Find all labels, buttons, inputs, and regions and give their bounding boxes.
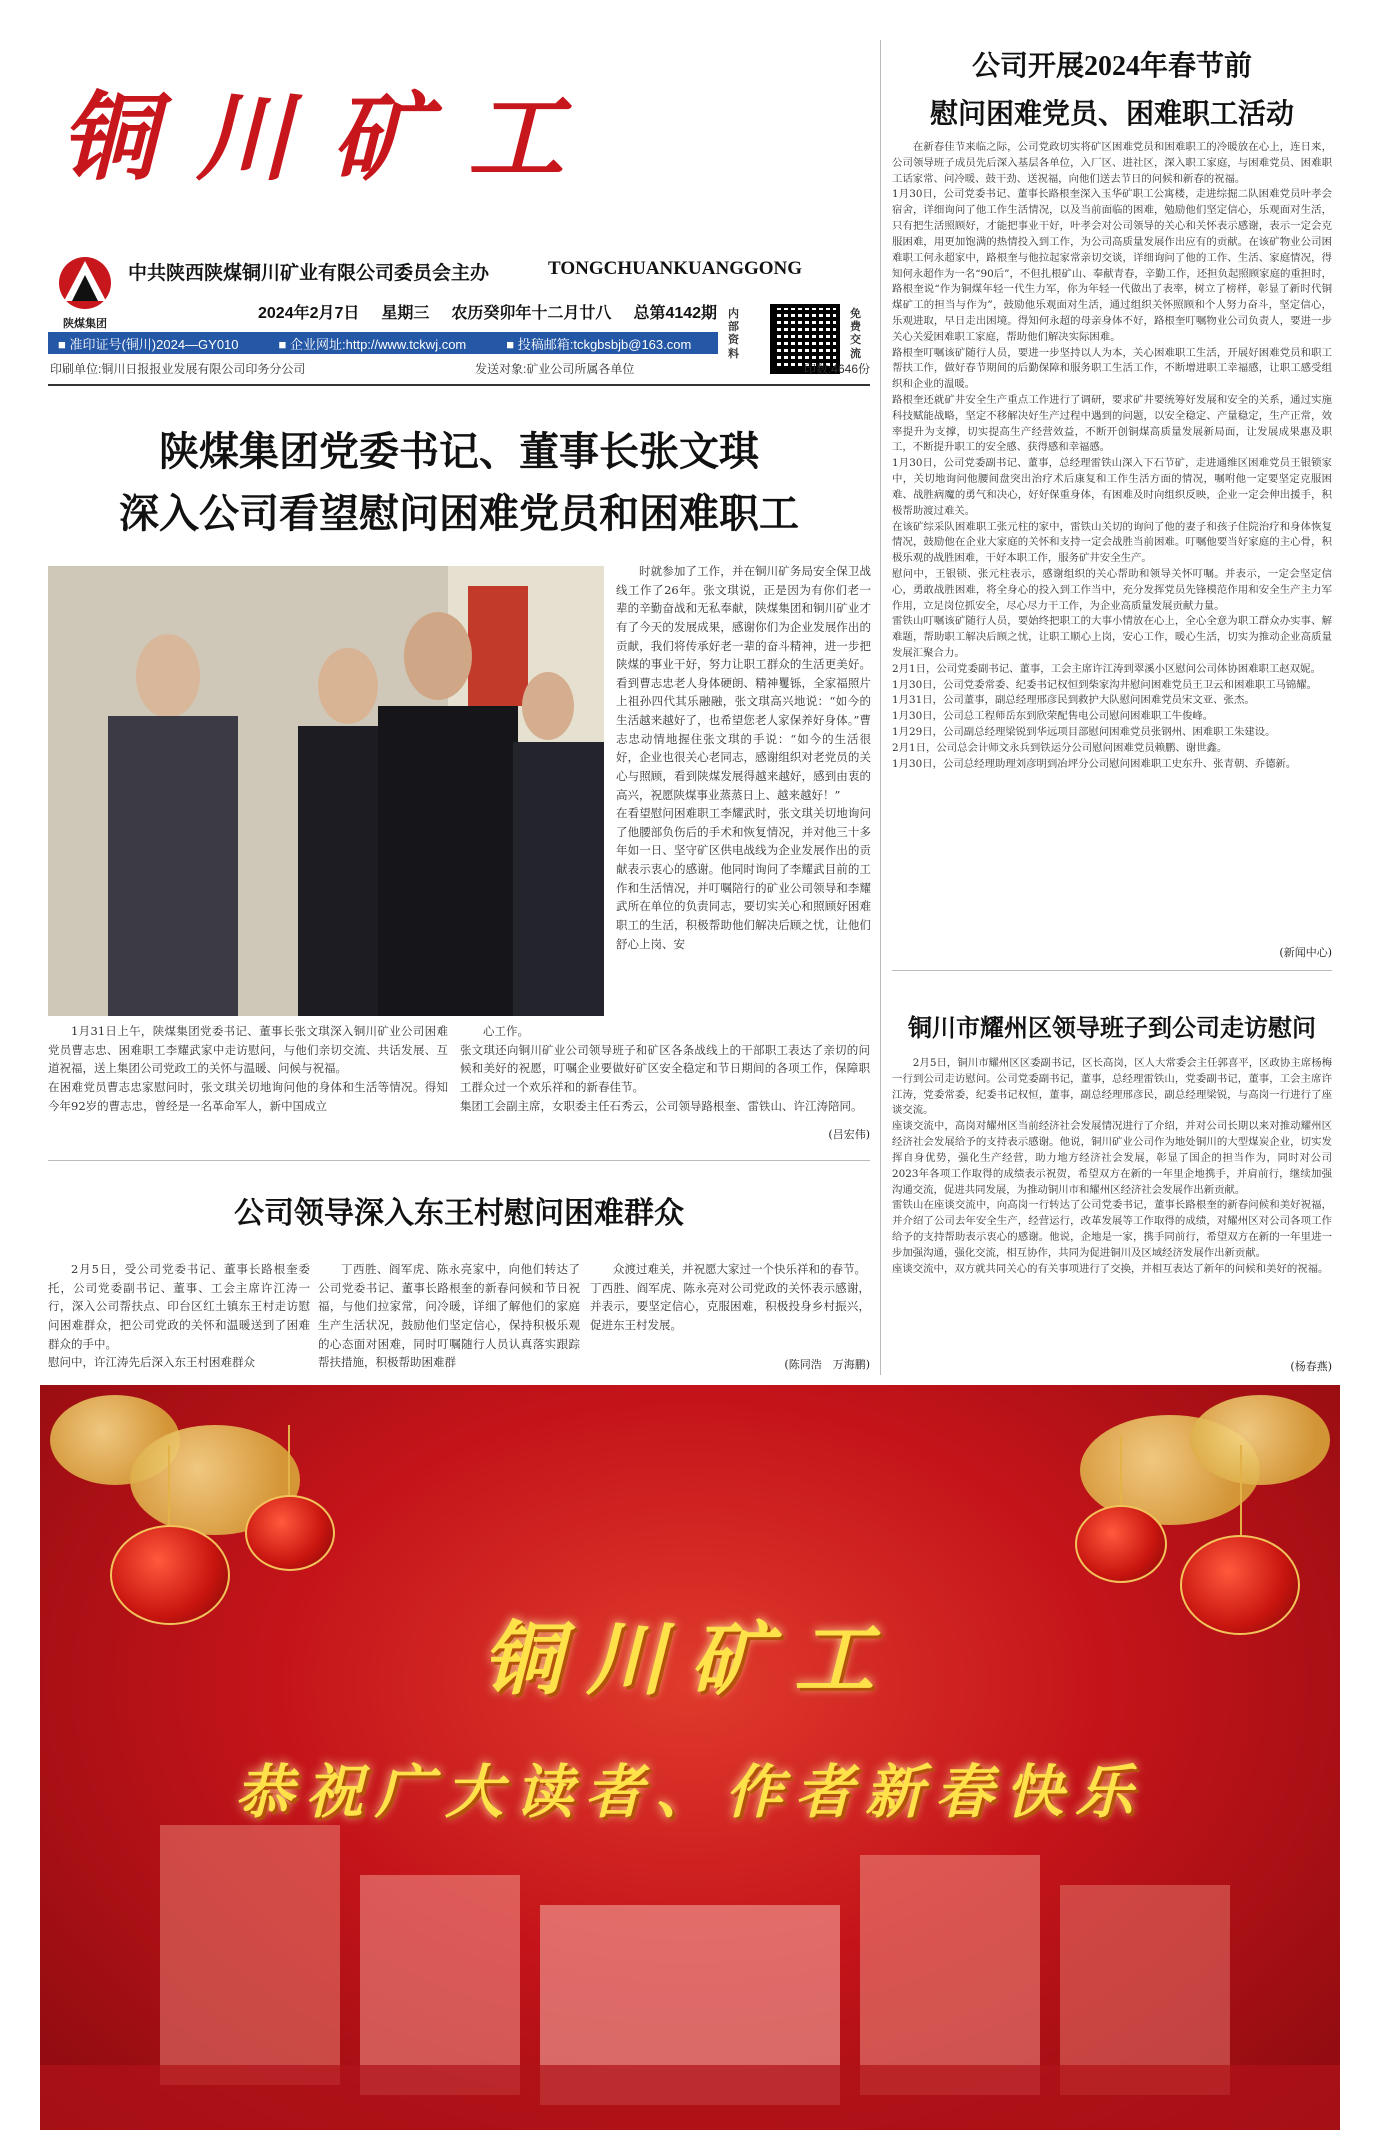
lantern-string [288, 1425, 290, 1495]
logo-text: 陕煤集团 [63, 318, 107, 330]
lead-bottom-right-text: 心工作。 张文琪还向铜川矿业公司领导班子和矿区各条战线上的干部职工表达了亲切的问候和美好的祝愿，叮嘱企业要做好矿区安全稳定和节日期间的各项工作，保障职工群众过一个欢乐祥和的新春佳节。 集团工会副主席，女职委主任石秀云，公司领导路根奎、雷铁山、许江涛陪同。 [460, 1024, 870, 1113]
yaozhou-headline: 铜川市耀州区领导班子到公司走访慰问 [908, 1016, 1316, 1042]
spring-body [892, 140, 1332, 940]
internal-label: 内部资料 [728, 308, 739, 360]
lead-bottom-left [48, 1022, 448, 1142]
email-link[interactable]: ■ 投稿邮箱:tckgbsbjb@163.com [506, 334, 691, 353]
east-village-col2 [318, 1260, 580, 1372]
lead-photo [48, 566, 604, 1016]
logo-icon [50, 255, 120, 311]
masthead-title: 铜川矿工 [60, 82, 604, 194]
east-village-col1-text: 2月5日，受公司党委书记、董事长路根奎委托，公司党委副书记、董事、工会主席许江涛一行，深入公司帮扶点、印台区红土镇东王村走访慰问困难群众，把公司党政的关怀和温暖送到了困难群众的手中。 慰问中，许江涛先后深入东王村困难群众 [48, 1262, 310, 1370]
print-count: 印数:4646份 [803, 362, 870, 376]
east-village-byline: (陈同浩 万海鹏) [784, 1358, 870, 1371]
lantern-icon [245, 1495, 335, 1571]
spring-byline: (新闻中心) [1279, 946, 1332, 959]
printer-unit: 印刷单位:铜川日报报业发展有限公司印务分公司 [50, 362, 306, 376]
spring-headline-2: 慰问困难党员、困难职工活动 [929, 99, 1294, 130]
spring-body-text: 在新春佳节来临之际，公司党政切实将矿区困难党员和困难职工的冷暖放在心上，连日来，公司领导班子成员先后深入基层各单位，入厂区、进社区，深入职工家庭，与困难党员、困难职工话家常、问冷暖、鼓干劲、送祝福，向他们送去节日的问候和新春的祝福。 1月30日，公司党委书记、董事长路根奎深入玉华矿职工公寓楼，走进综掘二队困难党员叶孝会宿舍，详细询问了他工作生活情况，以及当前面临的困难，勉励他们坚定信心，乐观面对生活，只有把生活照顾好，才能把事业干好，叶孝会对公司领导的关心和关怀表示感谢，表示一定会克服困难，用更加饱满的热情投入到工作，为公司高质量发展作出应有的贡献。在该矿物业公司困难职工何永超家中，路根奎与他拉起家常亲切交谈，详细询问了他的工作、生活、家庭情况，得知何永超作为一名“90后”，不但扎根矿山、奉献青春，辛勤工作，还担负起照顾家庭的重担时，路根奎说“作为铜煤年轻一代生力军，你为年轻一代做出了表率，树立了榜样，彰显了新时代铜煤矿工的担当与作为”，鼓励他乐观面对生活，通过组织关怀照顾和个人努力奋斗，坚定信心，乐观进取，早日走出困境。得知何永超的母亲身体不好，路根奎叮嘱物业公司负责人，要进一步关心关爱困难职工家庭，帮助他们解决实际困难。 路根奎叮嘱该矿随行人员，要进一步坚持以人为本，关心困难职工生活，开展好困难党员和职工帮扶工作，做好春节期间的后勤保障和服务职工生活工作，不断增进职工幸福感，让职工感受组织和企业的温暖。 路根奎还就矿井安全生产重点工作进行了调研，要求矿井要统筹好发展和安全的关系，通过实施科技赋能战略，坚定不移解决好生产过程中遇到的问题，以安全稳定、产量稳定，生产正常，效率提升为支撑，切实提高生产经营效益，不断开创铜煤高质量发展新局面，让发展成果惠及职工，不断提升职工的安全感、获得感和幸福感。 1月30日，公司党委副书记、董事，总经理雷铁山深入下石节矿，走进通维区困难党员王银锁家中，关切地询问他腰间盘突出治疗术后康复和工作生活方面的情况，嘱咐他一定要坚定克服困难、战胜病魔的勇气和决心，好好保重身体，有困难及时向组织反映，企业一定会伸出援手，积极帮助渡过难关。 在该矿综采队困难职工张元柱的家中，雷铁山关切的询问了他的妻子和孩子住院治疗和身体恢复情况，鼓励他在企业大家庭的关怀和支持一定会战胜当前困难。叮嘱他要当好家庭的主心骨，积极乐观的战胜困难，干好本职工作，服务矿井安全生产。 慰问中，王银锁、张元柱表示，感谢组织的关心帮助和领导关怀叮嘱。并表示，一定会坚定信心，勇敢战胜困难，将全身心的投入到工作当中，充分发挥党员先锋模范作用和安全生产主力军作用，立足岗位抓安全，尽心尽力干工作，为企业高质量发展贡献力量。 雷铁山叮嘱该矿随行人员，要始终把职工的大事小情放在心上，全心全意为职工群众办实事、解难题，帮助职工解决后顾之忧，让职工顺心上岗，安心工作，暖心生活，切实为推动企业高质量发展汇聚合力。 2月1日，公司党委副书记、董事，工会主席许江涛到翠溪小区慰问公司体协困难职工赵双妮。 1月30日，公司党委常委、纪委书记权恒到柴家沟井慰问困难党员王卫云和困难职工马锦耀。 1月31日，公司董事，副总经理邢彦民到救护大队慰问困难党员宋文亚、张杰。 1月30日，公司总工程师岳东到欣荣配售电公司慰问困难职工牛俊峰。 1月29日，公司副总经理梁锐到华远项目部慰问困难党员张钢州、困难职工朱建设。 2月1日，公司总会计师文永兵到铁运分公司慰问困难党员赖鹏、谢世鑫。 1月30日，公司总经理助理刘彦明到冶坪分公司慰问困难职工史东升、张青朝、乔德新。 [892, 141, 1332, 770]
masthead-rule [48, 384, 870, 386]
yaozhou-body-text: 2月5日，铜川市耀州区区委副书记，区长高岗，区人大常委会主任郭喜平，区政协主席杨梅一行到公司走访慰问。公司党委副书记，董事，总经理雷铁山，党委副书记，董事，工会主席许江涛，党委常委，纪委书记权恒，董事，副总经理邢彦民，副总经理梁锐，与高岗一行进行了座谈交流。 座谈交流中，高岗对耀州区当前经济社会发展情况进行了介绍，并对公司长期以来对推动耀州区经济社会发展给予的支持表示感谢。他说，铜川矿业公司作为地处铜川的大型煤炭企业，切实发挥自身优势，强化生产经营，助力地方经济社会发展，彰显了国企的担当作为，同时对公司2023年各项工作取得的成绩表示祝贺，希望双方在新的一年里企地携手，并肩前行，继续加强沟通交流，促进共同发展，为推动铜川市和耀州区经济社会发展作出新贡献。 雷铁山在座谈交流中，向高岗一行转达了公司党委书记，董事长路根奎的新春问候和美好祝福，并介绍了公司去年安全生产，经营运行，改革发展等工作取得的成绩，对耀州区对公司各项工作给予的支持帮助表示衷心的感谢。他说，企地是一家，携手同前行，希望双方在新的一年里进一步加强沟通，强化交流，相互协作，共同为促进铜川及区域经济发展作出新贡献。 座谈交流中，双方就共同关心的有关事项进行了交换，并相互表达了新年的问候和美好的祝福。 [892, 1057, 1332, 1275]
date-line [258, 300, 717, 323]
lantern-string [168, 1445, 170, 1525]
lunar-date: 农历癸卯年十二月廿八 [451, 305, 612, 322]
lead-headline-1: 陕煤集团党委书记、董事长张文琪 [159, 430, 759, 474]
yaozhou-byline: (杨春燕) [1290, 1360, 1332, 1373]
permit-number: ■ 准印证号(铜川)2024—GY010 [58, 334, 239, 353]
free-label: 免费交流 [850, 308, 861, 360]
masthead-pinyin: TONGCHUANKUANGGONG [548, 258, 803, 279]
cloud-decoration [1190, 1395, 1330, 1485]
banner-line-1: 铜川矿工 [482, 1613, 898, 1706]
spring-headline-1: 公司开展2024年春节前 [971, 51, 1252, 82]
east-village-col3 [590, 1260, 870, 1356]
print-info [50, 360, 870, 377]
issue-weekday: 星期三 [381, 305, 430, 322]
lantern-string [1240, 1445, 1242, 1535]
info-bar [48, 332, 718, 354]
issue-date: 2024年2月7日 [258, 305, 360, 322]
shaanxi-coal-logo [50, 255, 120, 330]
lantern-icon [1075, 1505, 1167, 1583]
east-village-col3-text: 众渡过难关，并祝愿大家过一个快乐祥和的春节。 丁西胜、阎军虎、陈永亮对公司党政的关怀表示感谢，并表示，要坚定信心，克服困难，积极投身乡村振兴，促进东王村发展。 [590, 1262, 870, 1332]
east-village-col1 [48, 1260, 310, 1372]
lead-bottom-rule [48, 1160, 870, 1161]
issue-number: 总第4142期 [633, 305, 718, 322]
lead-bottom-left-text: 1月31日上午，陕煤集团党委书记、董事长张文琪深入铜川矿业公司困难党员曹志忠、困难职工李耀武家中走访慰问，与他们亲切交流、共话发展、互道祝福，送上集团公司党政工的关怀与温暖、问候与祝福。 在困难党员曹志忠家慰问时，张文琪关切地询问他的身体和生活等情况。得知今年92岁的曹志忠，曾经是一名革命军人，新中国成立 [48, 1024, 448, 1113]
lead-byline: (吕宏伟) [828, 1128, 870, 1141]
east-village-col2-text: 丁西胜、阎军虎、陈永亮家中，向他们转达了公司党委书记、董事长路根奎的新春问候和节日祝福，与他们拉家常，问冷暖，详细了解他们的家庭生产生活状况，鼓励他们坚定信心，保持积极乐观的心态面对困难，同时叮嘱随行人员认真落实跟踪帮扶措施，积极帮助困难群 [318, 1262, 580, 1370]
spring-bottom-rule [892, 970, 1332, 971]
lantern-string [1120, 1435, 1122, 1505]
lead-headline-2: 深入公司看望慰问困难党员和困难职工 [119, 492, 799, 536]
yaozhou-body [892, 1056, 1332, 1356]
distribution-target: 发送对象:矿业公司所属各单位 [474, 362, 635, 376]
sponsor-line: 中共陕西陕煤铜川矿业有限公司委员会主办 [128, 263, 490, 284]
banner-line-2: 恭祝广大读者、作者新春快乐 [234, 1758, 1145, 1826]
website-link[interactable]: ■ 企业网址:http://www.tckwj.com [279, 334, 467, 353]
lead-right-text: 时就参加了工作，并在铜川矿务局安全保卫战线工作了26年。张文琪说，正是因为有你们老一辈的辛勤奋战和无私奉献，陕煤集团和铜川矿业才有了今天的发展成果，感谢你们为企业发展作出的贡献，我们将传承好老一辈的奋斗精神，进一步把陕煤的事业干好，努力让职工群众的生活更美好。看到曹志忠老人身体硬朗、精神矍铄，全家福照片上祖孙四代其乐融融，张文琪高兴地说：“如今的生活越来越好了，也希望您老人家保养好身体。”曹志忠动情地握住张文琪的手说：“如今的生活很好，企业也很关心老同志，感谢组织对老党员的关心与照顾，看到陕煤发展得越来越好，感到由衷的高兴，祝愿陕煤事业蒸蒸日上、越来越好！” 在看望慰问困难职工李耀武时，张文琪关切地询问了他腰部负伤后的手术和恢复情况，并对他三十多年如一日、坚守矿区供电战线为企业发展作出的贡献表示衷心的感谢。他同时询问了李耀武目前的工作和生活情况，并叮嘱陪行的矿业公司领导和李耀武所在单位的负责同志，要切实关心和照顾好困难职工的生活，积极帮助他们解决后顾之忧，让他们舒心上岗、安 [616, 564, 871, 951]
photo-illustration [48, 566, 604, 1016]
east-village-headline: 公司领导深入东王村慰问困难群众 [234, 1197, 684, 1230]
new-year-banner [40, 1385, 1340, 2130]
lead-right-column [616, 562, 871, 1014]
column-divider [880, 40, 881, 1375]
lead-bottom-right [460, 1022, 870, 1126]
